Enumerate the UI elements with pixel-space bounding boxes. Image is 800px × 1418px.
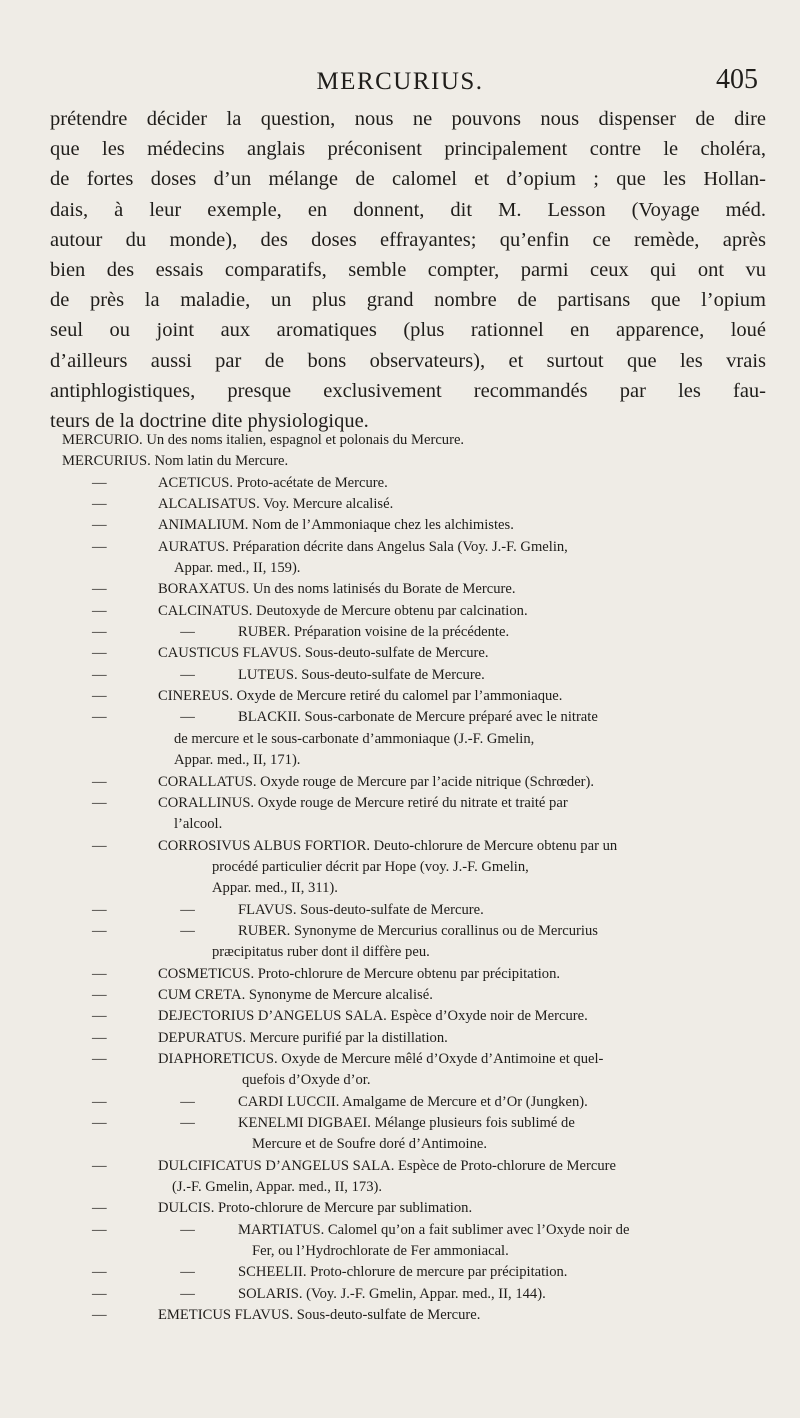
entry-line [62,1241,782,1262]
entry-text: (J.-F. Gmelin, Appar. med., II, 173). [172,1179,383,1196]
entry-text: Appar. med., II, 159). [174,560,301,577]
entry-text: COSMETICUS. Proto-chlorure de Mercure obtenu par précipitation. [158,965,561,982]
entry-text: Mercure et de Soufre doré d’Antimoine. [252,1136,488,1153]
paragraph-line: dais, à leur exemple, en donnent, dit M. Lesson (Voyage méd. [50,198,766,221]
ditto-dash: — [92,688,107,705]
entry-line [62,900,782,921]
entry-text: de mercure et le sous-carbonate d’ammoniaque (J.-F. Gmelin, [174,730,535,747]
entry-line [62,1028,782,1049]
ditto-dash: — — [92,624,195,641]
entry-text: MERCURIUS. Nom latin du Mercure. [62,453,289,470]
entry-text: DULCIFICATUS D’ANGELUS SALA. Espèce de Proto-chlorure de Mercure [158,1157,616,1174]
entry-text: DEPURATUS. Mercure purifié par la distillation. [158,1029,448,1046]
entry-line [62,857,782,878]
paragraph-line: bien des essais comparatifs, semble compter, parmi ceux qui ont vu [50,259,766,282]
ditto-dash: — — [92,1221,195,1238]
entry-text: BORAXATUS. Un des noms latinisés du Borate de Mercure. [158,581,516,598]
entry-text: MERCURIO. Un des noms italien, espagnol et polonais du Mercure. [62,432,465,448]
ditto-dash: — — [92,666,195,683]
entry-text: CARDI LUCCII. Amalgame de Mercure et d’Or (Jungken). [238,1093,588,1110]
entry-text: SOLARIS. (Voy. J.-F. Gmelin, Appar. med., II, 144). [238,1285,546,1302]
entry-text: SCHEELII. Proto-chlorure de mercure par précipitation. [238,1264,568,1281]
entry-text: FLAVUS. Sous-deuto-sulfate de Mercure. [238,901,484,918]
entry-line [62,921,782,942]
entry-text: RUBER. Préparation voisine de la précédente. [238,624,510,641]
entry-line [62,665,782,686]
ditto-dash: — [92,965,107,982]
ditto-dash: — [92,581,107,598]
entry-line [62,878,782,899]
entry-line [62,1177,782,1198]
entry-line [62,942,782,963]
paragraph-line: seul ou joint aux aromatiques (plus rationnel en apparence, loué [50,319,766,342]
entry-line [62,601,782,622]
page-number: 405 [716,64,758,95]
page-header [0,64,800,100]
entry-text: CORROSIVUS ALBUS FORTIOR. Deuto-chlorure de Mercure obtenu par un [158,837,618,854]
entry-line [62,558,782,579]
ditto-dash: — [92,496,107,513]
ditto-dash: — [92,773,107,790]
entry-text: AURATUS. Préparation décrite dans Angelus Sala (Voy. J.-F. Gmelin, [158,538,568,555]
paragraph-line: d’ailleurs aussi par de bons observateurs), et surtout que les vrais [50,349,766,372]
ditto-dash: — [92,1157,107,1174]
ditto-dash: — — [92,901,195,918]
ditto-dash: — [92,602,107,619]
ditto-dash: — [92,1200,107,1217]
ditto-dash: — [92,986,107,1003]
entry-text: CUM CRETA. Synonyme de Mercure alcalisé. [158,986,433,1003]
entry-line [62,1198,782,1219]
entry-text: Appar. med., II, 311). [212,880,338,897]
entry-line [62,1262,782,1283]
entry-list [62,430,782,1326]
entry-text: CORALLINUS. Oxyde rouge de Mercure retiré du nitrate et traité par [158,794,568,811]
ditto-dash: — [92,474,107,491]
paragraph-line: prétendre décider la question, nous ne pouvons nous dispenser de dire [50,108,766,130]
entry-line [62,473,782,494]
entry-text: ALCALISATUS. Voy. Mercure alcalisé. [158,496,394,513]
entry-line [62,707,782,728]
ditto-dash: — [92,794,107,811]
ditto-dash: — [92,1307,107,1324]
entry-text: EMETICUS FLAVUS. Sous-deuto-sulfate de Mercure. [158,1307,481,1324]
ditto-dash: — [92,837,107,854]
entry-line [62,1156,782,1177]
entry-line [62,1092,782,1113]
entry-line [62,1113,782,1134]
entry-line [62,985,782,1006]
entry-line [62,1006,782,1027]
entry-line [62,430,782,451]
entry-line [62,750,782,771]
paragraph-line: antiphlogistiques, presque exclusivement recommandés par les fau- [50,379,766,402]
entry-text: ACETICUS. Proto-acétate de Mercure. [158,474,388,491]
entry-text: CORALLATUS. Oxyde rouge de Mercure par l’acide nitrique (Schrœder). [158,773,595,790]
entry-line [62,494,782,515]
entry-text: præcipitatus ruber dont il diffère peu. [212,944,430,961]
entry-line [62,1220,782,1241]
entry-text: RUBER. Synonyme de Mercurius corallinus ou de Mercurius [238,922,598,939]
entry-text: quefois d’Oxyde d’or. [242,1072,371,1089]
entry-line [62,814,782,835]
entry-line [62,1049,782,1070]
paragraph-line: de près la maladie, un plus grand nombre de partisans que l’opium [50,289,766,312]
entry-line [62,1134,782,1155]
entry-text: Appar. med., II, 171). [174,752,301,769]
running-title: MERCURIUS. [316,68,484,95]
ditto-dash: — [92,517,107,534]
entry-text: CALCINATUS. Deutoxyde de Mercure obtenu par calcination. [158,602,528,619]
entry-line [62,729,782,750]
entry-line [62,1284,782,1305]
paragraph-line: teurs de la doctrine dite physiologique. [50,410,369,433]
paragraph-line: de fortes doses d’un mélange de calomel et d’opium ; que les Hollan- [50,168,766,191]
ditto-dash: — — [92,1285,195,1302]
entry-line [62,515,782,536]
ditto-dash: — [92,1050,107,1067]
entry-text: CINEREUS. Oxyde de Mercure retiré du calomel par l’ammoniaque. [158,688,563,705]
entry-line [62,793,782,814]
entry-line [62,451,782,472]
entry-line [62,964,782,985]
ditto-dash: — — [92,922,195,939]
entry-line [62,537,782,558]
main-paragraph [50,104,766,436]
entry-text: procédé particulier décrit par Hope (voy. J.-F. Gmelin, [212,858,529,875]
ditto-dash: — [92,1029,107,1046]
entry-line [62,622,782,643]
ditto-dash: — — [92,1264,195,1281]
entry-text: LUTEUS. Sous-deuto-sulfate de Mercure. [238,666,485,683]
entry-text: DEJECTORIUS D’ANGELUS SALA. Espèce d’Oxyde noir de Mercure. [158,1008,588,1025]
entry-text: MARTIATUS. Calomel qu’on a fait sublimer avec l’Oxyde noir de [238,1221,630,1238]
entry-line [62,836,782,857]
ditto-dash: — — [92,709,195,726]
ditto-dash: — — [92,1093,195,1110]
entry-line [62,772,782,793]
paragraph-line: que les médecins anglais préconisent principalement contre le choléra, [50,138,766,161]
ditto-dash: — [92,645,107,662]
entry-line [62,643,782,664]
entry-line [62,579,782,600]
entry-text: KENELMI DIGBAEI. Mélange plusieurs fois sublimé de [238,1115,575,1131]
entry-line [62,686,782,707]
paragraph-line: autour du monde), des doses effrayantes; qu’enfin ce remède, après [50,228,766,251]
entry-text: Fer, ou l’Hydrochlorate de Fer ammoniacal. [252,1243,509,1260]
entry-text: l’alcool. [174,816,223,833]
entry-line [62,1070,782,1091]
ditto-dash: — — [92,1115,195,1131]
entry-line [62,1305,782,1326]
ditto-dash: — [92,1008,107,1025]
entry-text: CAUSTICUS FLAVUS. Sous-deuto-sulfate de Mercure. [158,645,489,662]
entry-text: ANIMALIUM. Nom de l’Ammoniaque chez les alchimistes. [158,517,514,534]
entry-text: DULCIS. Proto-chlorure de Mercure par sublimation. [158,1200,473,1217]
entry-text: DIAPHORETICUS. Oxyde de Mercure mêlé d’Oxyde d’Antimoine et quel- [158,1050,604,1067]
ditto-dash: — [92,538,107,555]
entry-text: BLACKII. Sous-carbonate de Mercure préparé avec le nitrate [238,709,598,726]
